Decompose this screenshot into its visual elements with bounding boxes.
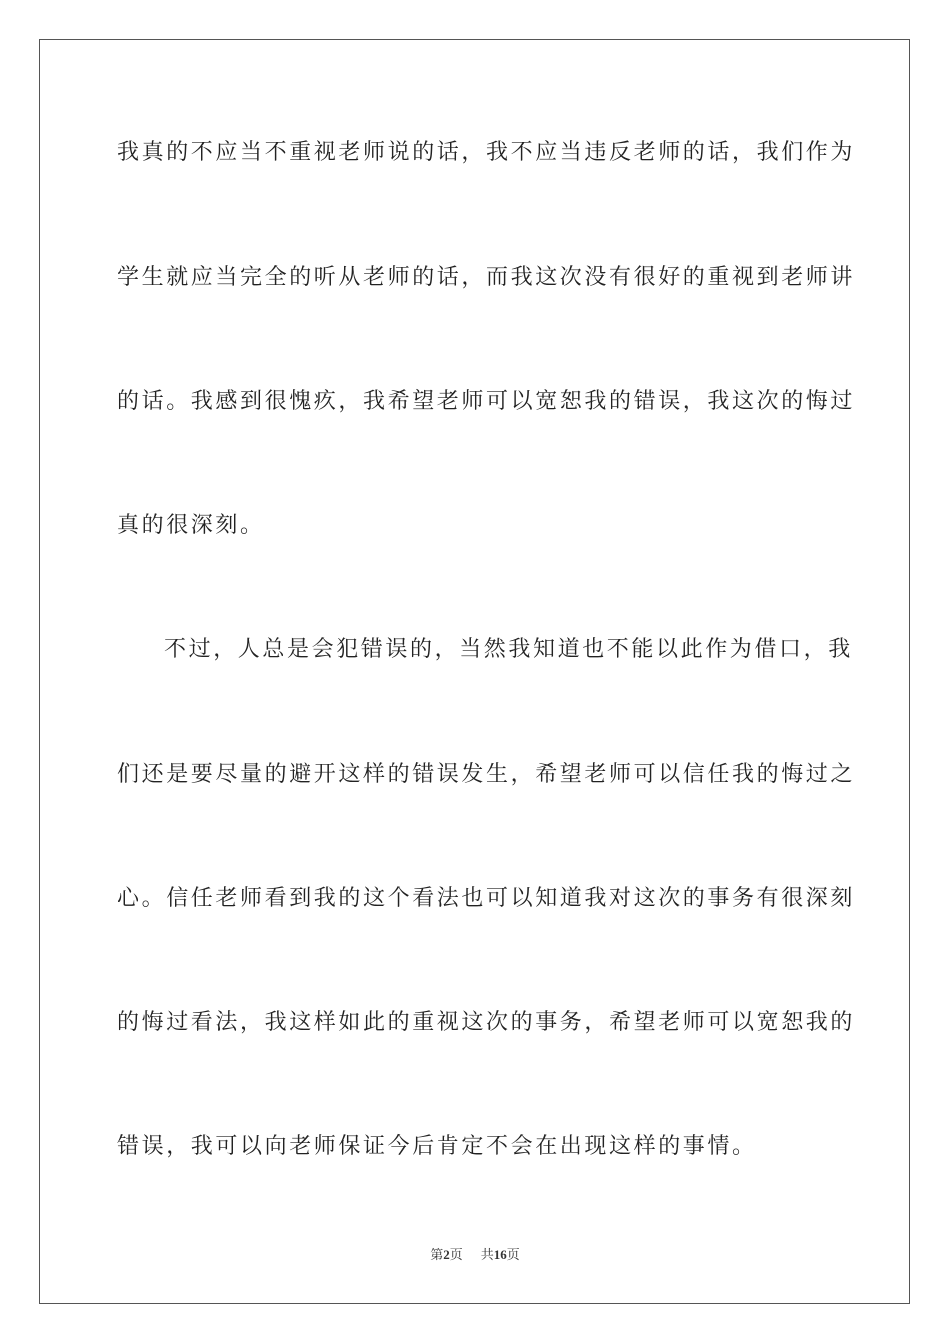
body-line-5-paragraph-start: 不过，人总是会犯错误的，当然我知道也不能以此作为借口，我 [164,637,853,662]
body-line-7: 心。信任老师看到我的这个看法也可以知道我对这次的事务有很深刻 [117,886,856,911]
footer-total-prefix: 共 [480,1248,494,1263]
footer-page-prefix: 第 [430,1248,444,1263]
footer-page-number: 2 [443,1247,450,1262]
page-border [39,39,910,1304]
body-line-9: 错误，我可以向老师保证今后肯定不会在出现这样的事情。 [117,1134,757,1159]
footer-page-suffix: 页 [449,1248,463,1263]
page-footer [0,1247,950,1264]
footer-total-suffix: 页 [506,1248,520,1263]
body-line-1: 我真的不应当不重视老师说的话，我不应当违反老师的话，我们作为 [117,140,856,165]
body-line-3: 的话。我感到很愧疚，我希望老师可以宽恕我的错误，我这次的悔过 [117,389,856,414]
body-line-2: 学生就应当完全的听从老师的话，而我这次没有很好的重视到老师讲 [117,265,856,290]
body-line-6: 们还是要尽量的避开这样的错误发生，希望老师可以信任我的悔过之 [117,762,856,787]
body-line-8: 的悔过看法，我这样如此的重视这次的事务，希望老师可以宽恕我的 [117,1010,856,1035]
body-line-4: 真的很深刻。 [117,513,265,538]
footer-total-number: 16 [493,1247,507,1262]
